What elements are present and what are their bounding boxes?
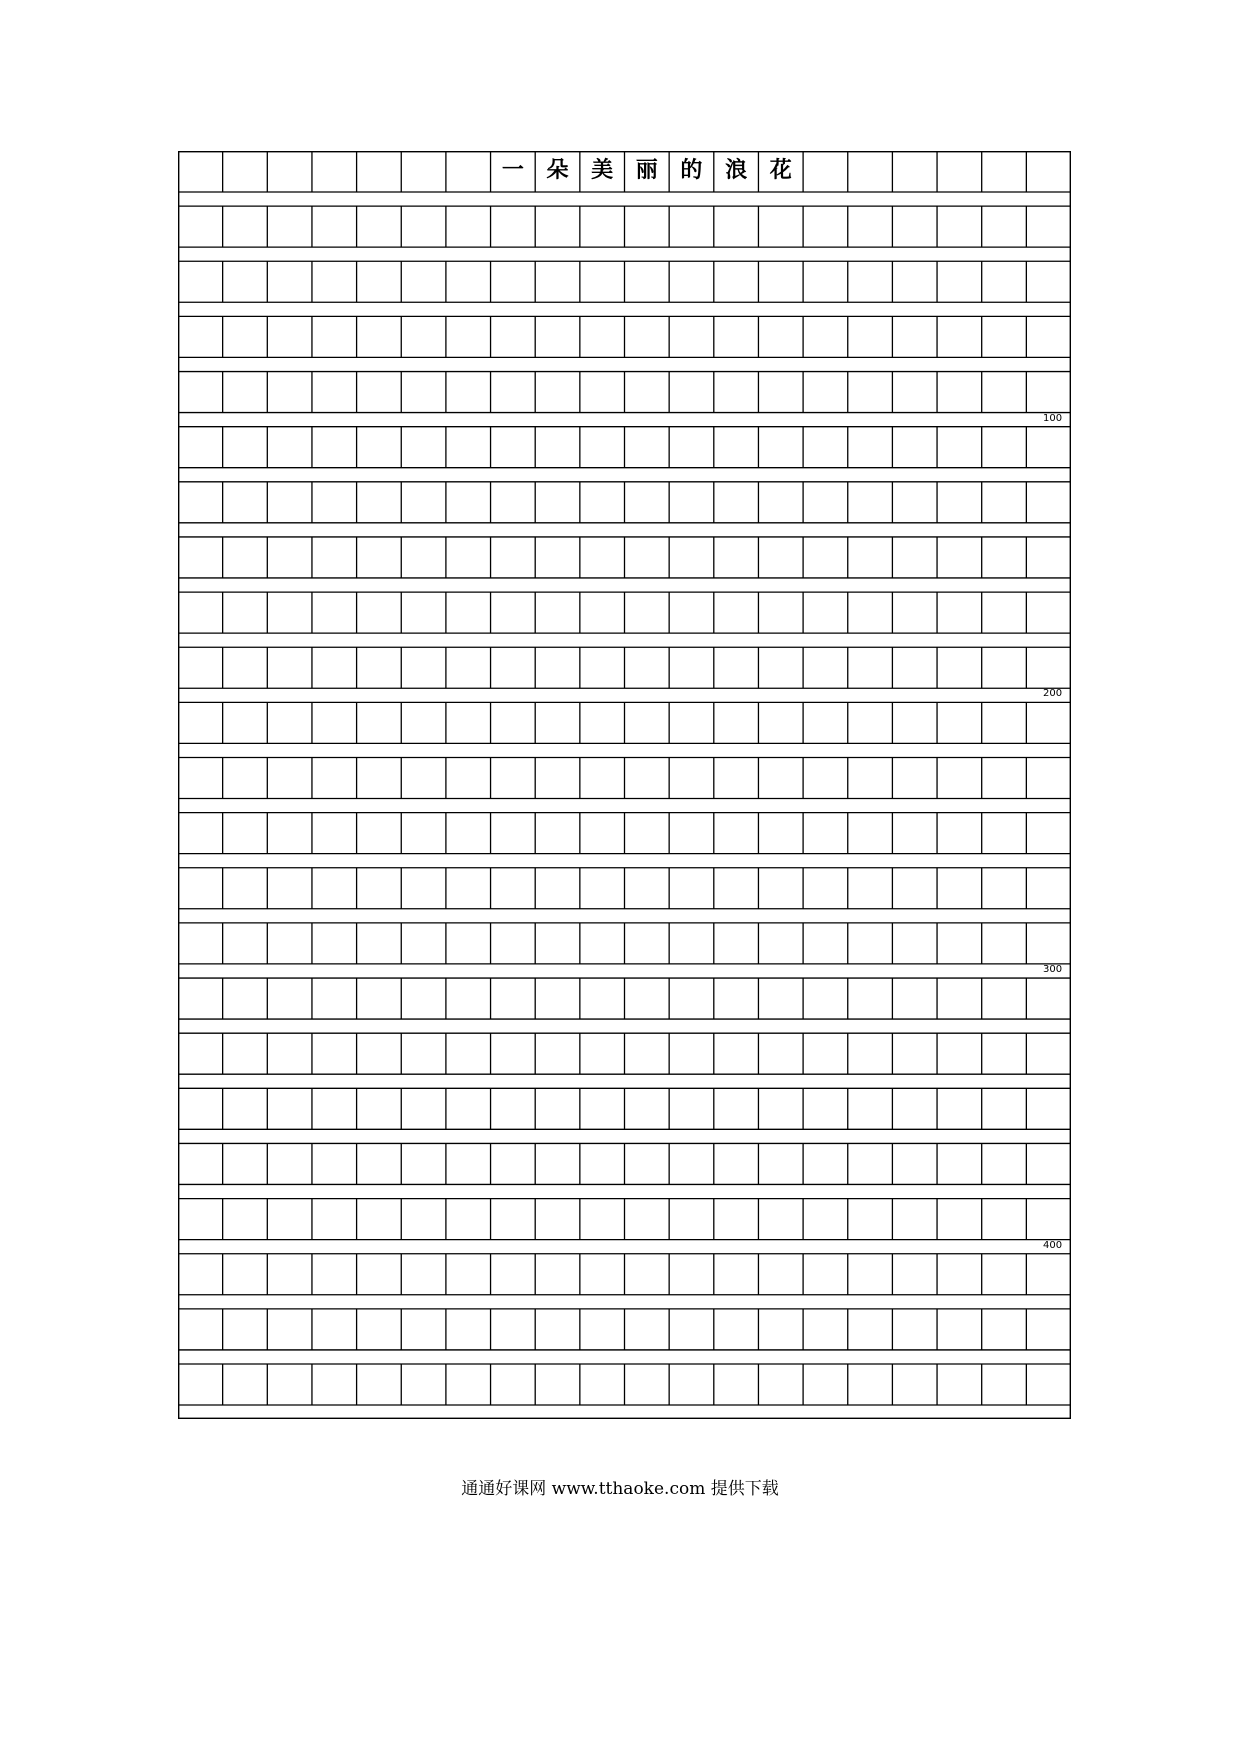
count-marker: 300 [1043, 963, 1063, 975]
footer-credit: 通通好课网 www.tthaoke.com 提供下载 [461, 1479, 779, 1499]
count-marker: 100 [1043, 412, 1063, 424]
title-char: 丽 [635, 158, 658, 183]
title-char: 的 [680, 158, 703, 183]
count-marker: 400 [1043, 1239, 1063, 1251]
grid-lines [178, 151, 1071, 1419]
title-char: 花 [769, 158, 792, 183]
composition-grid [178, 151, 1071, 1419]
title-char: 一 [501, 158, 524, 183]
count-marker: 200 [1043, 688, 1063, 700]
title-char: 美 [591, 158, 614, 183]
title-char: 朵 [546, 158, 569, 183]
title-char: 浪 [725, 158, 748, 183]
